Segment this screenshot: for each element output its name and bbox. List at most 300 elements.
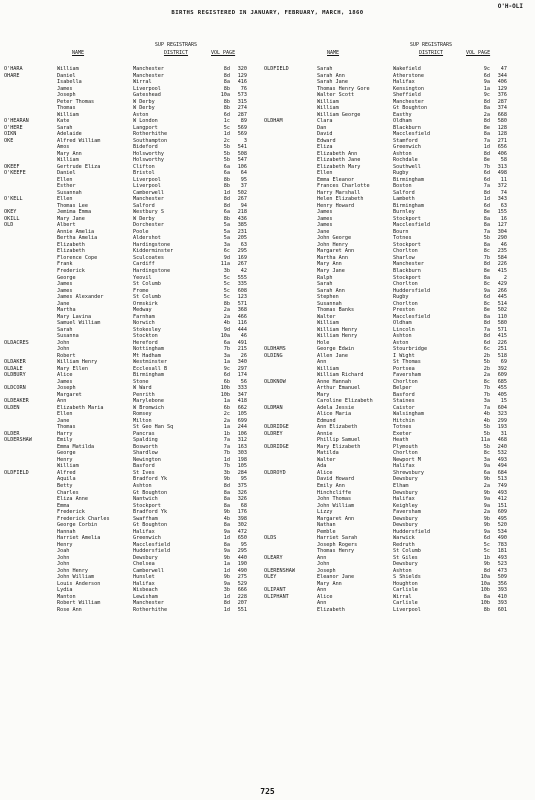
entry-district: Walsingham [393, 411, 424, 418]
entry-page: 405 [497, 391, 507, 398]
entry-district: Spalding [133, 437, 158, 444]
entry-volume: 6a [223, 170, 230, 177]
entry-page: 473 [497, 567, 507, 574]
entry-surname: OLDREY [264, 430, 283, 437]
entry-surname: OLIPANT [264, 587, 286, 594]
entry-volume: 10a [220, 333, 230, 340]
entry-page: 523 [497, 561, 507, 568]
entry-page: 340 [237, 359, 247, 366]
entry-volume: 8a [483, 222, 490, 229]
entry-volume: 5a [223, 228, 230, 235]
entry-district: Bideford [133, 144, 158, 151]
entry-district: St Columb [133, 281, 161, 288]
entry-district: Aston [393, 339, 409, 346]
entry-forenames: Jane [57, 417, 70, 424]
entry-forenames: John William [57, 574, 95, 581]
entry-forenames: James Alexander [57, 294, 104, 301]
entry-district: Camberwell [133, 189, 164, 196]
entry-district: Huddersfield [133, 548, 171, 555]
entry-district: Elham [393, 483, 409, 489]
entry-volume: 8e [483, 307, 490, 314]
entry-surname: OLDHAMS [264, 346, 286, 353]
entry-page: 190 [237, 561, 247, 568]
entry-volume: 8d [223, 600, 230, 607]
entry-surname: OKILL [4, 215, 20, 222]
entry-volume: 1d [223, 593, 230, 600]
district-column-heading: DISTRICT [418, 50, 444, 56]
entry-volume: 8c [483, 450, 490, 457]
entry-district: Gt Boughton [133, 522, 168, 529]
entry-forenames: Elizabeth [57, 248, 85, 255]
entry-district: Huddersfield [393, 287, 431, 294]
entry-volume: 9b [483, 515, 490, 522]
entry-district: Lincoln [393, 326, 415, 333]
entry-page: 275 [237, 574, 247, 581]
entry-district: Clifton [133, 163, 155, 170]
entry-district: Newport M [393, 456, 421, 463]
entry-volume: 10a [220, 92, 230, 99]
entry-surname: OLDMAN [264, 404, 283, 411]
entry-forenames: Henry [57, 541, 73, 548]
entry-page: 468 [497, 437, 507, 444]
entry-district: Medway [133, 307, 152, 314]
entry-page: 520 [497, 522, 507, 529]
entry-page: 684 [497, 469, 507, 476]
entry-district: Carlisle [393, 587, 418, 594]
entry-forenames: Florence Cope [57, 254, 98, 261]
entry-page: 406 [497, 79, 507, 86]
entry-district: Staines [393, 398, 415, 405]
entry-district: Exeter [393, 430, 412, 437]
entry-page: 76 [240, 85, 247, 92]
entry-page: 129 [497, 85, 507, 92]
entry-volume: 6b [223, 404, 230, 411]
entry-volume: 8a [483, 593, 490, 600]
entry-district: Chorlton [393, 450, 418, 457]
entry-volume: 1d [223, 535, 230, 542]
entry-volume: 1d [223, 606, 230, 613]
entry-forenames: John Thomas [317, 496, 352, 503]
entry-forenames: Ann Elizabeth [317, 424, 358, 431]
entry-page: 95 [240, 541, 247, 548]
entry-page: 89 [240, 118, 247, 125]
entry-page: 472 [237, 528, 247, 535]
entry-page: 580 [497, 118, 507, 125]
entry-page: 267 [237, 196, 247, 203]
entry-volume: 11a [220, 261, 230, 268]
entry-district: Faversham [393, 509, 421, 516]
entry-page: 685 [497, 378, 507, 385]
entry-surname: OIKN [4, 131, 17, 138]
entry-page: 207 [237, 600, 247, 607]
entry-page: 128 [497, 131, 507, 138]
entry-forenames: David Howard [317, 476, 355, 483]
entry-forenames: Hole [317, 339, 330, 346]
entry-forenames: Robert [57, 352, 76, 359]
entry-surname: O'KEEFE [4, 170, 26, 177]
entry-page: 429 [497, 281, 507, 288]
entry-page: 551 [237, 606, 247, 613]
entry-forenames: William [57, 66, 79, 72]
entry-surname: OLD [4, 222, 14, 229]
entry-volume: 5c [223, 287, 230, 294]
entry-page: 514 [497, 300, 507, 307]
entry-page: 376 [497, 92, 507, 99]
entry-forenames: William [317, 320, 339, 327]
entry-page: 95 [240, 176, 247, 183]
entry-volume: 4b [223, 320, 230, 327]
entry-district: Mt Hadham [133, 352, 161, 359]
entry-district: Dewsbury [393, 515, 418, 522]
entry-page: 127 [497, 222, 507, 229]
entry-forenames: James [317, 215, 333, 222]
entry-forenames: William [317, 365, 339, 372]
entry-district: Blackburn [393, 267, 421, 274]
entry-district: Gt Boughton [393, 105, 428, 112]
entry-district: Nantwich [133, 496, 158, 503]
entry-forenames: Martha Ann [317, 254, 348, 261]
entry-district: Kensington [393, 85, 424, 92]
entry-district: Wirral [133, 79, 152, 86]
entry-district: Portsea [393, 365, 415, 372]
entry-forenames: William Henry [57, 359, 98, 366]
entry-district: Manchester [133, 196, 164, 203]
entry-forenames: Esther [57, 183, 76, 190]
entry-volume: 8c [483, 281, 490, 288]
entry-forenames: Henry Howard [317, 202, 355, 209]
entry-page: 547 [237, 157, 247, 164]
entry-page: 297 [237, 365, 247, 372]
entry-surname: OLEARY [264, 554, 283, 561]
entry-forenames: Adelaide [57, 131, 82, 138]
entry-district: Aston [133, 111, 149, 118]
entry-page: 56 [240, 378, 247, 385]
entry-forenames: Frederick [57, 267, 85, 274]
entry-forenames: James [57, 281, 73, 288]
entry-forenames: Caroline Elizabeth [317, 398, 373, 405]
entry-forenames: Rose Ann [57, 606, 82, 613]
entry-page: 666 [237, 587, 247, 594]
entry-district: Yeovil [133, 274, 152, 281]
entry-forenames: Joseph [317, 567, 336, 574]
entry-forenames: Joseph [57, 385, 76, 392]
entry-district: Oldham [393, 118, 412, 125]
entry-surname: OLDEAKER [4, 398, 29, 405]
entry-district: Westminster [133, 359, 168, 366]
entry-page: 393 [497, 587, 507, 594]
entry-forenames: Elizabeth Ann [317, 150, 358, 157]
entry-page: 2 [503, 274, 507, 281]
entry-volume: 3a [483, 456, 490, 463]
entry-district: Ashton [133, 483, 152, 489]
entry-district: Manchester [133, 600, 164, 607]
entry-page: 228 [237, 593, 247, 600]
entry-page: 326 [237, 489, 247, 496]
entry-forenames: Emily [57, 437, 73, 444]
entry-forenames: Frederick [57, 509, 85, 516]
entry-page: 555 [237, 274, 247, 281]
entry-district: Dewsbury [133, 554, 158, 561]
entry-page: 106 [237, 163, 247, 170]
entry-district: St Giles [393, 554, 418, 561]
entry-forenames: Susanna [57, 333, 79, 340]
entry-forenames: Emma Eleanor [317, 176, 355, 183]
entry-volume: 8d [223, 483, 230, 489]
entry-page: 105 [237, 411, 247, 418]
entry-volume: 6d [483, 170, 490, 177]
entry-district: Birmingham [393, 202, 424, 209]
entry-surname: OHARE [4, 72, 20, 79]
entry-forenames: Harriet Sarah [317, 535, 358, 542]
entry-volume: 8a [223, 541, 230, 548]
entry-forenames: Amos [57, 144, 70, 151]
sup-registrars-heading: SUP REGISTRARS [154, 42, 198, 48]
entry-page: 37 [240, 183, 247, 190]
entry-volume: 2a [483, 509, 490, 516]
entry-forenames: Thomas [57, 105, 76, 112]
entry-volume: 6d [483, 202, 490, 209]
entry-volume: 8d [483, 333, 490, 340]
entry-volume: 6d [223, 111, 230, 118]
entry-page: 541 [237, 144, 247, 151]
entry-volume: 8b [223, 105, 230, 112]
entry-district: Rugby [393, 294, 409, 301]
entry-district: Romsey [133, 411, 152, 418]
entry-district: W Ward [133, 385, 152, 392]
entry-volume: 1d [223, 131, 230, 138]
entry-volume: 7b [223, 450, 230, 457]
entry-volume: 9c [223, 365, 230, 372]
entry-district: St Thomas [393, 359, 421, 366]
entry-district: Sheffield [393, 92, 421, 99]
entry-volume: 1b [483, 554, 490, 561]
entry-page: 466 [237, 313, 247, 320]
entry-forenames: George Edwin [317, 346, 355, 353]
entry-page: 335 [237, 281, 247, 288]
entry-volume: 2c [223, 411, 230, 418]
entry-forenames: Hinchcliffe [317, 489, 352, 496]
entry-district: Bristol [133, 170, 155, 177]
entry-volume: 10a [480, 580, 490, 587]
entry-forenames: Frances Charlotte [317, 183, 370, 190]
entry-page: 323 [497, 411, 507, 418]
entry-page: 608 [237, 287, 247, 294]
entry-district: Chorlton [393, 281, 418, 288]
entry-page: 656 [497, 144, 507, 151]
entry-surname: OLDERSHAW [4, 437, 32, 444]
entry-district: W Derby [133, 105, 155, 112]
entry-volume: 8d [223, 202, 230, 209]
entry-volume: 7a [223, 437, 230, 444]
entry-page: 74 [500, 189, 507, 196]
entry-forenames: John [317, 561, 330, 568]
entry-forenames: Margaret Ann [317, 248, 355, 255]
entry-forenames: Ellen [57, 176, 73, 183]
entry-surname: OLDRIDGE [264, 443, 289, 450]
entry-forenames: Ann [317, 600, 327, 607]
entry-volume: 8a [483, 105, 490, 112]
entry-page: 271 [497, 137, 507, 144]
entry-volume: 4b [483, 417, 490, 424]
entry-page: 418 [237, 398, 247, 405]
entry-forenames: Harry Marshall [317, 189, 361, 196]
entry-page: 244 [237, 424, 247, 431]
entry-volume: 7a [483, 326, 490, 333]
entry-volume: 8b [223, 183, 230, 190]
entry-volume: 9a [483, 79, 490, 86]
entry-volume: 6a [223, 339, 230, 346]
entry-district: Bradford Yk [133, 476, 168, 483]
name-column-heading: NAME [327, 50, 340, 56]
entry-surname: OKEY [4, 209, 17, 216]
entry-district: Pancras [133, 430, 155, 437]
entry-district: Manchester [393, 98, 424, 105]
entry-volume: 5b [483, 424, 490, 431]
entry-district: Stourbridge [393, 346, 428, 353]
entry-volume: 7a [483, 228, 490, 235]
entry-page: 58 [500, 157, 507, 164]
entry-volume: 7a [483, 137, 490, 144]
entry-page: 668 [497, 111, 507, 118]
entry-forenames: John [57, 339, 70, 346]
entry-volume: 8a [223, 496, 230, 503]
entry-district: Macclesfield [133, 541, 171, 548]
entry-volume: 9a [223, 528, 230, 535]
entry-forenames: Samuel William [57, 320, 101, 327]
entry-forenames: Ada [317, 463, 327, 470]
entry-volume: 7a [483, 183, 490, 190]
entry-volume: 8c [483, 378, 490, 385]
entry-district: Huddersfield [393, 528, 431, 535]
entry-district: Penrith [133, 391, 155, 398]
entry-page: 240 [497, 443, 507, 450]
entry-page: 303 [237, 450, 247, 457]
entry-volume: 5c [223, 281, 230, 288]
entry-forenames: John William [317, 502, 355, 509]
entry-page: 63 [500, 202, 507, 209]
entry-surname: O'HEARAN [4, 118, 29, 125]
entry-district: Basford [133, 463, 155, 470]
entry-page: 495 [497, 515, 507, 522]
entry-forenames: Susannah [57, 189, 82, 196]
entry-volume: 1b [223, 430, 230, 437]
entry-page: 571 [237, 300, 247, 307]
entry-district: Westbury S [133, 209, 164, 216]
entry-volume: 9c [483, 92, 490, 99]
register-entry [264, 607, 526, 614]
entry-volume: 8d [483, 150, 490, 157]
entry-forenames: Robert William [57, 600, 101, 607]
entry-forenames: Mary Jane [57, 215, 85, 222]
entry-surname: OLDKNOW [264, 378, 286, 385]
entry-forenames: Annie [317, 430, 333, 437]
entry-page: 444 [237, 326, 247, 333]
entry-surname: OLDFIELD [4, 469, 29, 476]
entry-district: Chelsea [133, 561, 155, 568]
right-entries [264, 66, 526, 613]
entry-district: Poole [133, 228, 149, 235]
entry-page: 174 [237, 372, 247, 379]
entry-district: St Geo Han Sq [133, 424, 174, 431]
entry-page: 64 [240, 170, 247, 177]
entry-forenames: Walter Scott [317, 92, 355, 99]
entry-forenames: William George [317, 111, 361, 118]
entry-district: Stone [133, 378, 149, 385]
entry-volume: 6c [483, 346, 490, 353]
entry-page: 518 [497, 352, 507, 359]
entry-district: Burnley [393, 209, 415, 216]
entry-forenames: Allen Jane [317, 352, 348, 359]
entry-forenames: John Henry [317, 241, 348, 248]
entry-district: Bradford Yk [133, 509, 168, 516]
entry-volume: 3a [223, 352, 230, 359]
entry-volume: 5c [223, 124, 230, 131]
entry-page: 372 [497, 183, 507, 190]
entry-surname: OLDER [4, 430, 20, 437]
entry-volume: 8d [223, 66, 230, 72]
entry-district: Wisbeach [133, 587, 158, 594]
district-column-heading: DISTRICT [163, 50, 189, 56]
entry-page: 392 [497, 365, 507, 372]
entry-volume: 9b [483, 489, 490, 496]
entry-page: 95 [240, 476, 247, 483]
entry-page: 42 [240, 267, 247, 274]
entry-district: W Derby [133, 98, 155, 105]
entry-forenames: Matilda [317, 450, 339, 457]
entry-page: 295 [237, 248, 247, 255]
entry-forenames: Jane [57, 300, 70, 307]
entry-surname: OKEEF [4, 163, 20, 170]
entry-volume: 2a [483, 372, 490, 379]
entry-volume: 1a [223, 424, 230, 431]
entry-forenames: Ellen [317, 170, 333, 177]
entry-forenames: Annie Amelia [57, 228, 95, 235]
entry-page: 47 [500, 66, 507, 72]
entry-volume: 5b [223, 150, 230, 157]
entry-volume: 8d [223, 196, 230, 203]
entry-page: 295 [237, 548, 247, 555]
entry-forenames: James [57, 378, 73, 385]
entry-district: Gateshead [133, 92, 161, 99]
entry-page: 266 [497, 287, 507, 294]
entry-district: Rotherhithe [133, 131, 168, 138]
entry-page: 493 [497, 489, 507, 496]
entry-volume: 1c [223, 118, 230, 125]
entry-forenames: Henry [57, 456, 73, 463]
entry-forenames: Mary [317, 391, 330, 398]
entry-district: Macclesfield [393, 131, 431, 138]
entry-volume: 8b [223, 300, 230, 307]
entry-volume: 7b [223, 463, 230, 470]
entry-surname: O'HERE [4, 124, 23, 131]
entry-volume: 1d [223, 456, 230, 463]
entry-volume: 5b [483, 430, 490, 437]
entry-volume: 5a [223, 222, 230, 229]
entry-page: 193 [497, 424, 507, 431]
entry-surname: OLIPHANT [264, 593, 289, 600]
entry-forenames: John George [317, 235, 352, 242]
entry-page: 290 [497, 235, 507, 242]
entry-forenames: Susannah [317, 300, 342, 307]
entry-page: 326 [237, 496, 247, 503]
entry-district: St Columb [393, 548, 421, 555]
entry-surname: O'HARA [4, 66, 23, 72]
entry-forenames: Sarah Jane [317, 79, 348, 86]
entry-page: 128 [497, 124, 507, 131]
entry-page: 284 [237, 469, 247, 476]
entry-district: Basford [393, 391, 415, 398]
entry-surname: OLDROYD [264, 469, 286, 476]
